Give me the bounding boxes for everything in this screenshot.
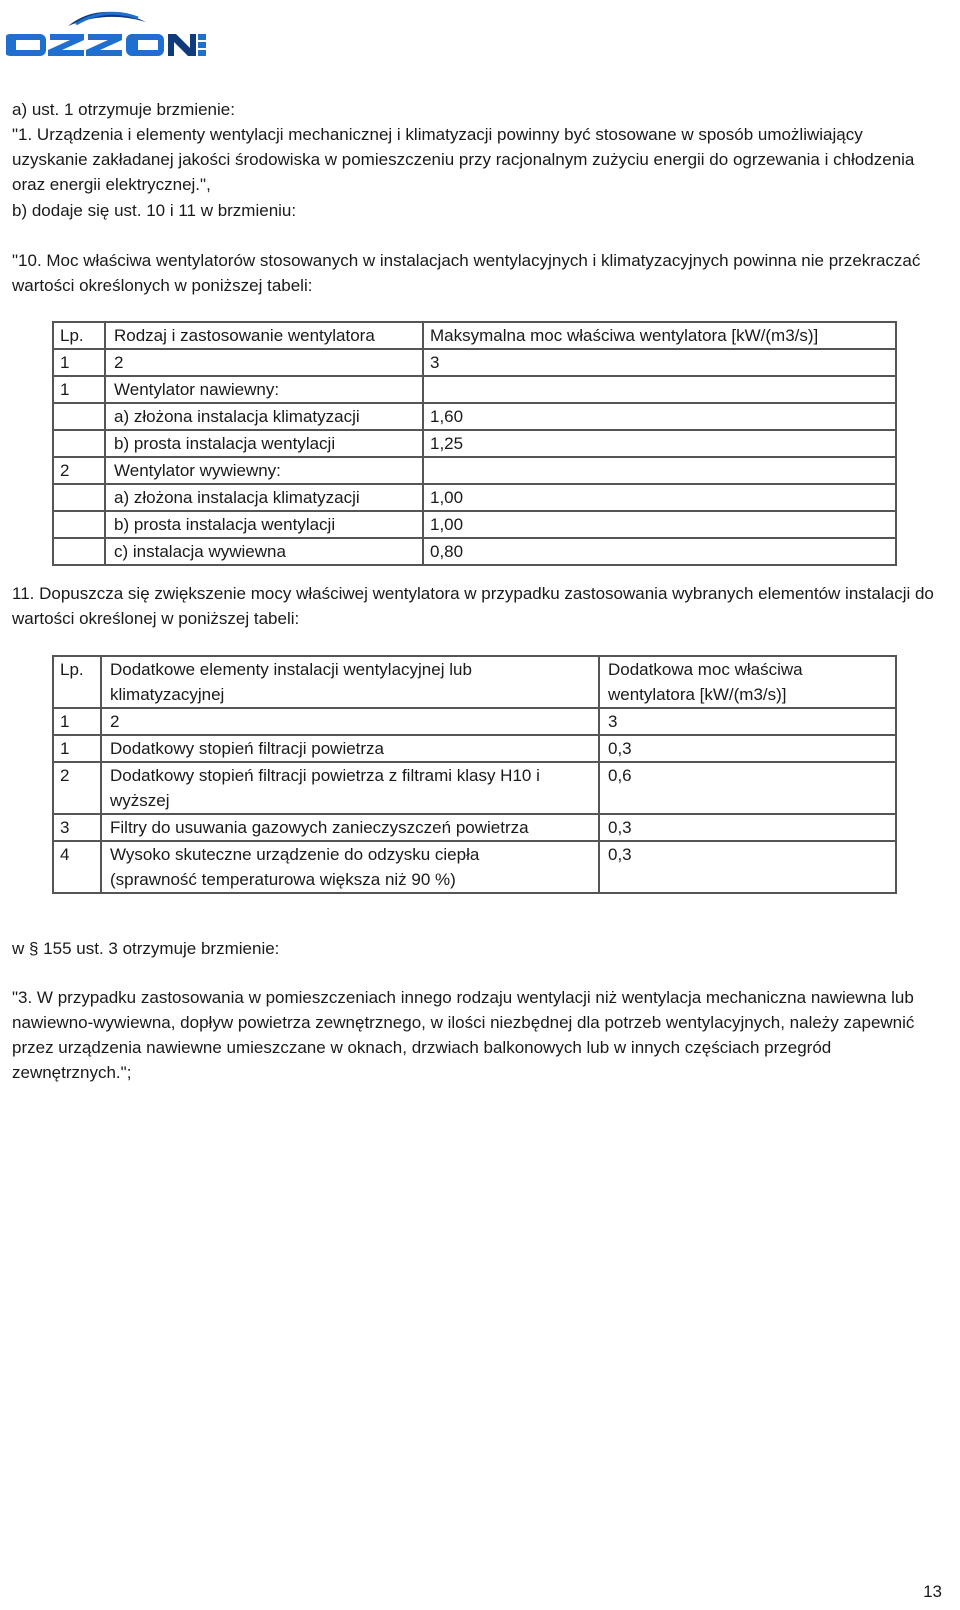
table-cell: 1,00: [423, 484, 896, 511]
header-type: Rodzaj i zastosowanie wentylatora: [105, 322, 423, 349]
table-cell: Wentylator nawiewny:: [105, 376, 423, 403]
paragraph-1: "1. Urządzenia i elementy wentylacji mechanicznej i klimatyzacji powinny być stosowane w sposób umożliwiający uzyskanie zakładanej jakości środowiska w pomieszczeniu przy racjonalnym zużyciu energii do ogrzewania i chłodzenia oraz energii elektrycznej.",: [12, 125, 915, 194]
header-max-power: Maksymalna moc właściwa wentylatora [kW/(m3/s)]: [423, 322, 896, 349]
table-cell: 0,80: [423, 538, 896, 565]
table-cell: Dodatkowy stopień filtracji powietrza: [101, 735, 599, 762]
table-cell: Wysoko skuteczne urządzenie do odzysku ciepła (sprawność temperaturowa większa niż 90 %): [101, 841, 599, 893]
header-lp: Lp.: [53, 322, 105, 349]
table-cell: [53, 430, 105, 457]
paragraph-3: "3. W przypadku zastosowania w pomieszczeniach innego rodzaju wentylacji niż wentylacja mechaniczna nawiewna lub nawiewno-wywiewna, dopływ powietrza zewnętrznego, w ilości niezbędnej dla potrzeb wentylacyjnych, należy zapewnić przez urządzenia nawiewne umieszczane w oknach, drzwiach balkonowych lub w innych częściach przegród zewnętrznych.";: [12, 988, 915, 1082]
table-cell: 1: [53, 708, 101, 735]
table-row: [53, 457, 896, 484]
table-cell: [423, 457, 896, 484]
table-cell: a) złożona instalacja klimatyzacji: [105, 484, 423, 511]
table-row: [53, 511, 896, 538]
table-cell: Filtry do usuwania gazowych zanieczyszczeń powietrza: [101, 814, 599, 841]
table-cell: 1,00: [423, 511, 896, 538]
table-row: [53, 484, 896, 511]
amendment-b: b) dodaje się ust. 10 i 11 w brzmieniu:: [12, 201, 297, 220]
table-row: [53, 430, 896, 457]
table-row: [53, 735, 896, 762]
header-lp: Lp.: [53, 656, 101, 708]
table-row: [53, 762, 896, 814]
table-cell: 2: [53, 457, 105, 484]
table-cell: 0,3: [599, 735, 896, 762]
table-cell: 3: [423, 349, 896, 376]
table-cell: [53, 484, 105, 511]
table-cell: c) instalacja wywiewna: [105, 538, 423, 565]
section-155-heading: w § 155 ust. 3 otrzymuje brzmienie:: [12, 939, 280, 958]
table-cell: b) prosta instalacja wentylacji: [105, 511, 423, 538]
header-elements: Dodatkowe elementy instalacji wentylacyjnej lub klimatyzacyjnej: [101, 656, 599, 708]
page-number: 13: [923, 1582, 942, 1601]
table-row: [53, 403, 896, 430]
table-cell: 1,60: [423, 403, 896, 430]
table-cell: 4: [53, 841, 101, 893]
amendment-a: a) ust. 1 otrzymuje brzmienie:: [12, 100, 235, 119]
paragraph-11: 11. Dopuszcza się zwiększenie mocy właściwej wentylatora w przypadku zastosowania wybranych elementów instalacji do wartości określonej w poniższej tabeli:: [12, 584, 934, 628]
table-cell: 2: [53, 762, 101, 814]
table-cell: 3: [53, 814, 101, 841]
table-cell: 2: [101, 708, 599, 735]
table-row: [53, 814, 896, 841]
table-row: [53, 538, 896, 565]
table-cell: 2: [105, 349, 423, 376]
table-cell: [423, 376, 896, 403]
table-cell: 0,3: [599, 841, 896, 893]
table-cell: 1: [53, 735, 101, 762]
table-cell: [53, 403, 105, 430]
table-number-row: [53, 349, 896, 376]
table-cell: [53, 538, 105, 565]
table-number-row: [53, 708, 896, 735]
table-cell: Wentylator wywiewny:: [105, 457, 423, 484]
table-cell: Dodatkowy stopień filtracji powietrza z filtrami klasy H10 i wyższej: [101, 762, 599, 814]
fan-power-table: [52, 321, 897, 566]
table-cell: 1,25: [423, 430, 896, 457]
table-cell: b) prosta instalacja wentylacji: [105, 430, 423, 457]
table-header-row: [53, 322, 896, 349]
table-row: [53, 376, 896, 403]
table-cell: 1: [53, 376, 105, 403]
header-additional-power: Dodatkowa moc właściwa wentylatora [kW/(m3/s)]: [599, 656, 896, 708]
table-cell: [53, 511, 105, 538]
ozzone-logo: [6, 4, 206, 62]
table-cell: 1: [53, 349, 105, 376]
table-row: [53, 841, 896, 893]
paragraph-10: "10. Moc właściwa wentylatorów stosowanych w instalacjach wentylacyjnych i klimatyzacyjnych powinna nie przekraczać wartości określonych w poniższej tabeli:: [12, 251, 921, 295]
table-cell: 0,3: [599, 814, 896, 841]
table-cell: a) złożona instalacja klimatyzacji: [105, 403, 423, 430]
additional-power-table: [52, 655, 897, 894]
table-cell: 0,6: [599, 762, 896, 814]
table-header-row: [53, 656, 896, 708]
table-cell: 3: [599, 708, 896, 735]
